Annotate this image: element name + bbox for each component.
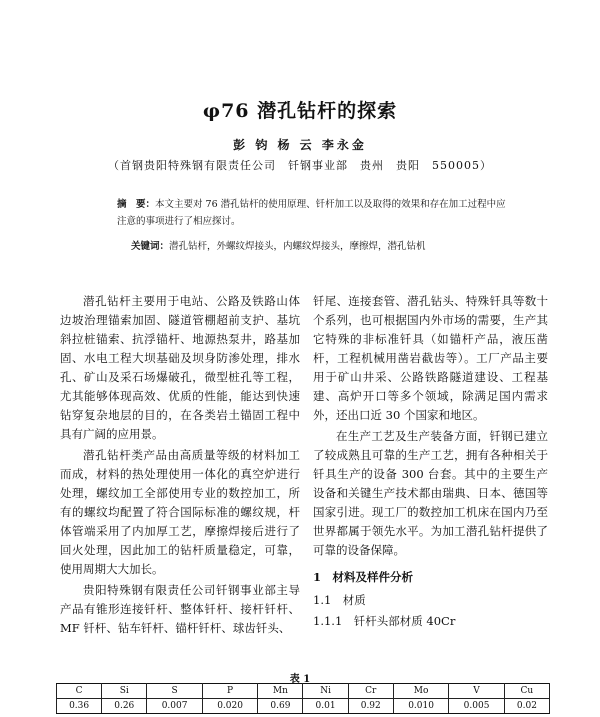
table-header-cell: V <box>449 684 504 699</box>
affiliation: （首钢贵阳特殊钢有限责任公司 钎钢事业部 贵州 贵阳 550005） <box>108 159 492 172</box>
composition-table <box>56 683 550 714</box>
table-header-cell: P <box>202 684 257 699</box>
table-header-cell: Si <box>102 684 147 699</box>
table-cell: 0.010 <box>393 699 448 714</box>
section-heading: 1 材料及样件分析 <box>313 570 414 584</box>
keywords-text: 潜孔钻杆，外螺纹焊接头，内螺纹焊接头，摩擦焊，潜孔钻机 <box>169 241 426 252</box>
table-header-cell: Mo <box>393 684 448 699</box>
table-cell: 0.36 <box>57 699 102 714</box>
table-cell: 0.26 <box>102 699 147 714</box>
table-cell: 0.020 <box>202 699 257 714</box>
abstract-label: 摘 要： <box>117 199 156 210</box>
paper-title: φ76 潜孔钻杆的探索 <box>202 100 398 122</box>
paragraph: 潜孔钻杆主要用于电站、公路及铁路山体边坡治理锚索加固、隧道管棚超前支护、基坑斜拉桩锚索、抗浮锚杆、地源热泵井，路基加固、水电工程大坝基础及坝身防渗处理，排水孔、矿山及采石场爆破孔，微型桩孔等工程，尤其能够体现高效、优质的性能，能达到快速钻穿复杂地层的目的，在各类岩土锚固工程中具有广阔的应用景。 <box>60 294 300 441</box>
table-cell: 0.02 <box>504 699 549 714</box>
table-header-cell: Ni <box>303 684 348 699</box>
table-cell: 0.007 <box>147 699 202 714</box>
table-header-row <box>57 684 550 699</box>
paragraph: 贵阳特殊钢有限责任公司钎钢事业部主导产品有锥形连接钎杆、整体钎杆、接杆钎杆、MF 钎杆、钻车钎杆、锚杆钎杆、球齿钎头、 <box>60 583 300 635</box>
abstract <box>117 196 512 230</box>
table-cell: 0.92 <box>348 699 393 714</box>
keywords-label: 关键词： <box>131 241 170 252</box>
table-row <box>57 699 550 714</box>
subsection-heading: 1.1 材质 <box>313 593 366 607</box>
table-header-cell: C <box>57 684 102 699</box>
abstract-text: 本文主要对 76 潜孔钻杆的使用原理、钎杆加工以及取得的效果和存在加工过程中应注意的事项进行了相应探讨。 <box>117 199 506 227</box>
table-cell: 0.69 <box>258 699 303 714</box>
right-column <box>313 292 548 631</box>
keywords <box>131 238 511 252</box>
table-header-cell: Mn <box>258 684 303 699</box>
table-caption: 表 1 <box>289 674 311 685</box>
table-header-cell: Cu <box>504 684 549 699</box>
paragraph: 钎尾、连接套管、潜孔钻头、特殊钎具等数十个系列，也可根据国内外市场的需要，生产其它特殊的非标准钎具（如锚杆产品，液压凿杆，工程机械用凿岩截齿等）。工厂产品主要用于矿山井采、公路铁路隧道建设、工程基建、高炉开口等多个领域，除满足国内需求外，还出口近 30 个国家和地区。 <box>313 294 548 422</box>
paragraph: 在生产工艺及生产装备方面，钎钢已建立了较成熟且可靠的生产工艺，拥有各种相关于钎具生产的设备 300 台套。其中的主要生产设备和关键生产技术都由瑞典、日本、德国等国家引进。现工厂的数控加工机床在国内乃至世界都属于领先水平。为加工潜孔钻杆提供了可靠的设备保障。 <box>313 429 548 557</box>
table-cell: 0.005 <box>449 699 504 714</box>
subsubsection-heading: 1.1.1 钎杆头部材质 40Cr <box>313 614 456 628</box>
table-cell: 0.01 <box>303 699 348 714</box>
authors: 彭 钧 杨 云 李永金 <box>233 138 367 152</box>
left-column <box>60 292 300 640</box>
paragraph: 潜孔钻杆类产品由高质量等级的材料加工而成，材料的热处理使用一体化的真空炉进行处理，螺纹加工全部使用专业的数控加工，所有的螺纹均配置了符合国际标准的螺纹规，杆体管端采用了内加厚工艺，摩擦焊接后进行了回火处理，因此加工的钻杆质量稳定，可靠，使用周期大大加长。 <box>60 448 300 576</box>
table-header-cell: Cr <box>348 684 393 699</box>
table-header-cell: S <box>147 684 202 699</box>
